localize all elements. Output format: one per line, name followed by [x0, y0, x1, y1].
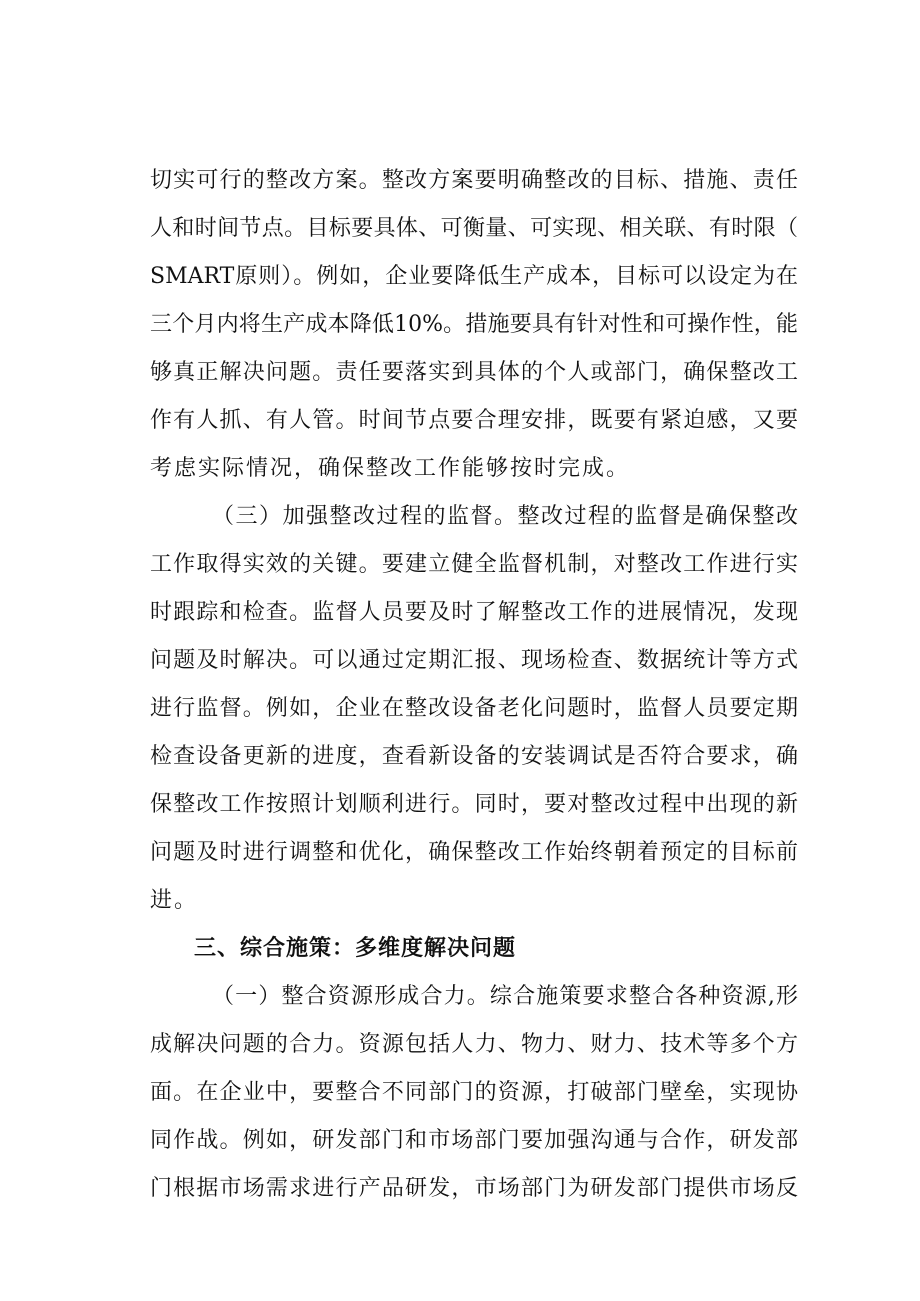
text-line: 进行监督。例如，企业在整改设备老化问题时，监督人员要定期	[150, 696, 798, 721]
text-line: 同作战。例如，研发部门和市场部门要加强沟通与合作，研发部	[150, 1128, 798, 1153]
text-line: 检查设备更新的进度，查看新设备的安装调试是否符合要求，确	[150, 744, 798, 769]
text-line: 切实可行的整改方案。整改方案要明确整改的目标、措施、责任	[150, 168, 798, 193]
text-line: 问题及时进行调整和优化，确保整改工作始终朝着预定的目标前	[150, 840, 798, 865]
text-line: 时跟踪和检查。监督人员要及时了解整改工作的进展情况，发现	[150, 600, 798, 625]
text-line: 够真正解决问题。责任要落实到具体的个人或部门，确保整改工	[150, 360, 798, 385]
section-heading: 三、综合施策：多维度解决问题	[194, 936, 517, 961]
text-line: 保整改工作按照计划顺利进行。同时，要对整改过程中出现的新	[150, 792, 798, 817]
text-line: 工作取得实效的关键。要建立健全监督机制，对整改工作进行实	[150, 552, 798, 577]
text-line: 面。在企业中，要整合不同部门的资源，打破部门壁垒，实现协	[150, 1080, 798, 1105]
text-line: 人和时间节点。目标要具体、可衡量、可实现、相关联、有时限（	[150, 216, 798, 241]
text-line: 问题及时解决。可以通过定期汇报、现场检查、数据统计等方式	[150, 648, 798, 673]
text-line: SMART原则）。例如，企业要降低生产成本，目标可以设定为在	[150, 264, 798, 289]
section-paragraph-start: （一）整合资源形成合力。综合施策要求整合各种资源,形	[212, 984, 798, 1009]
text-line: 成解决问题的合力。资源包括人力、物力、财力、技术等多个方	[150, 1032, 798, 1057]
section-paragraph-start: （三）加强整改过程的监督。整改过程的监督是确保整改	[212, 504, 798, 529]
text-line: 进。	[150, 888, 199, 913]
text-line: 作有人抓、有人管。时间节点要合理安排，既要有紧迫感，又要	[150, 408, 798, 433]
text-line: 门根据市场需求进行产品研发，市场部门为研发部门提供市场反	[150, 1176, 798, 1201]
text-line: 考虑实际情况，确保整改工作能够按时完成。	[150, 456, 631, 481]
text-line: 三个月内将生产成本降低10%。措施要具有针对性和可操作性，能	[150, 312, 798, 337]
